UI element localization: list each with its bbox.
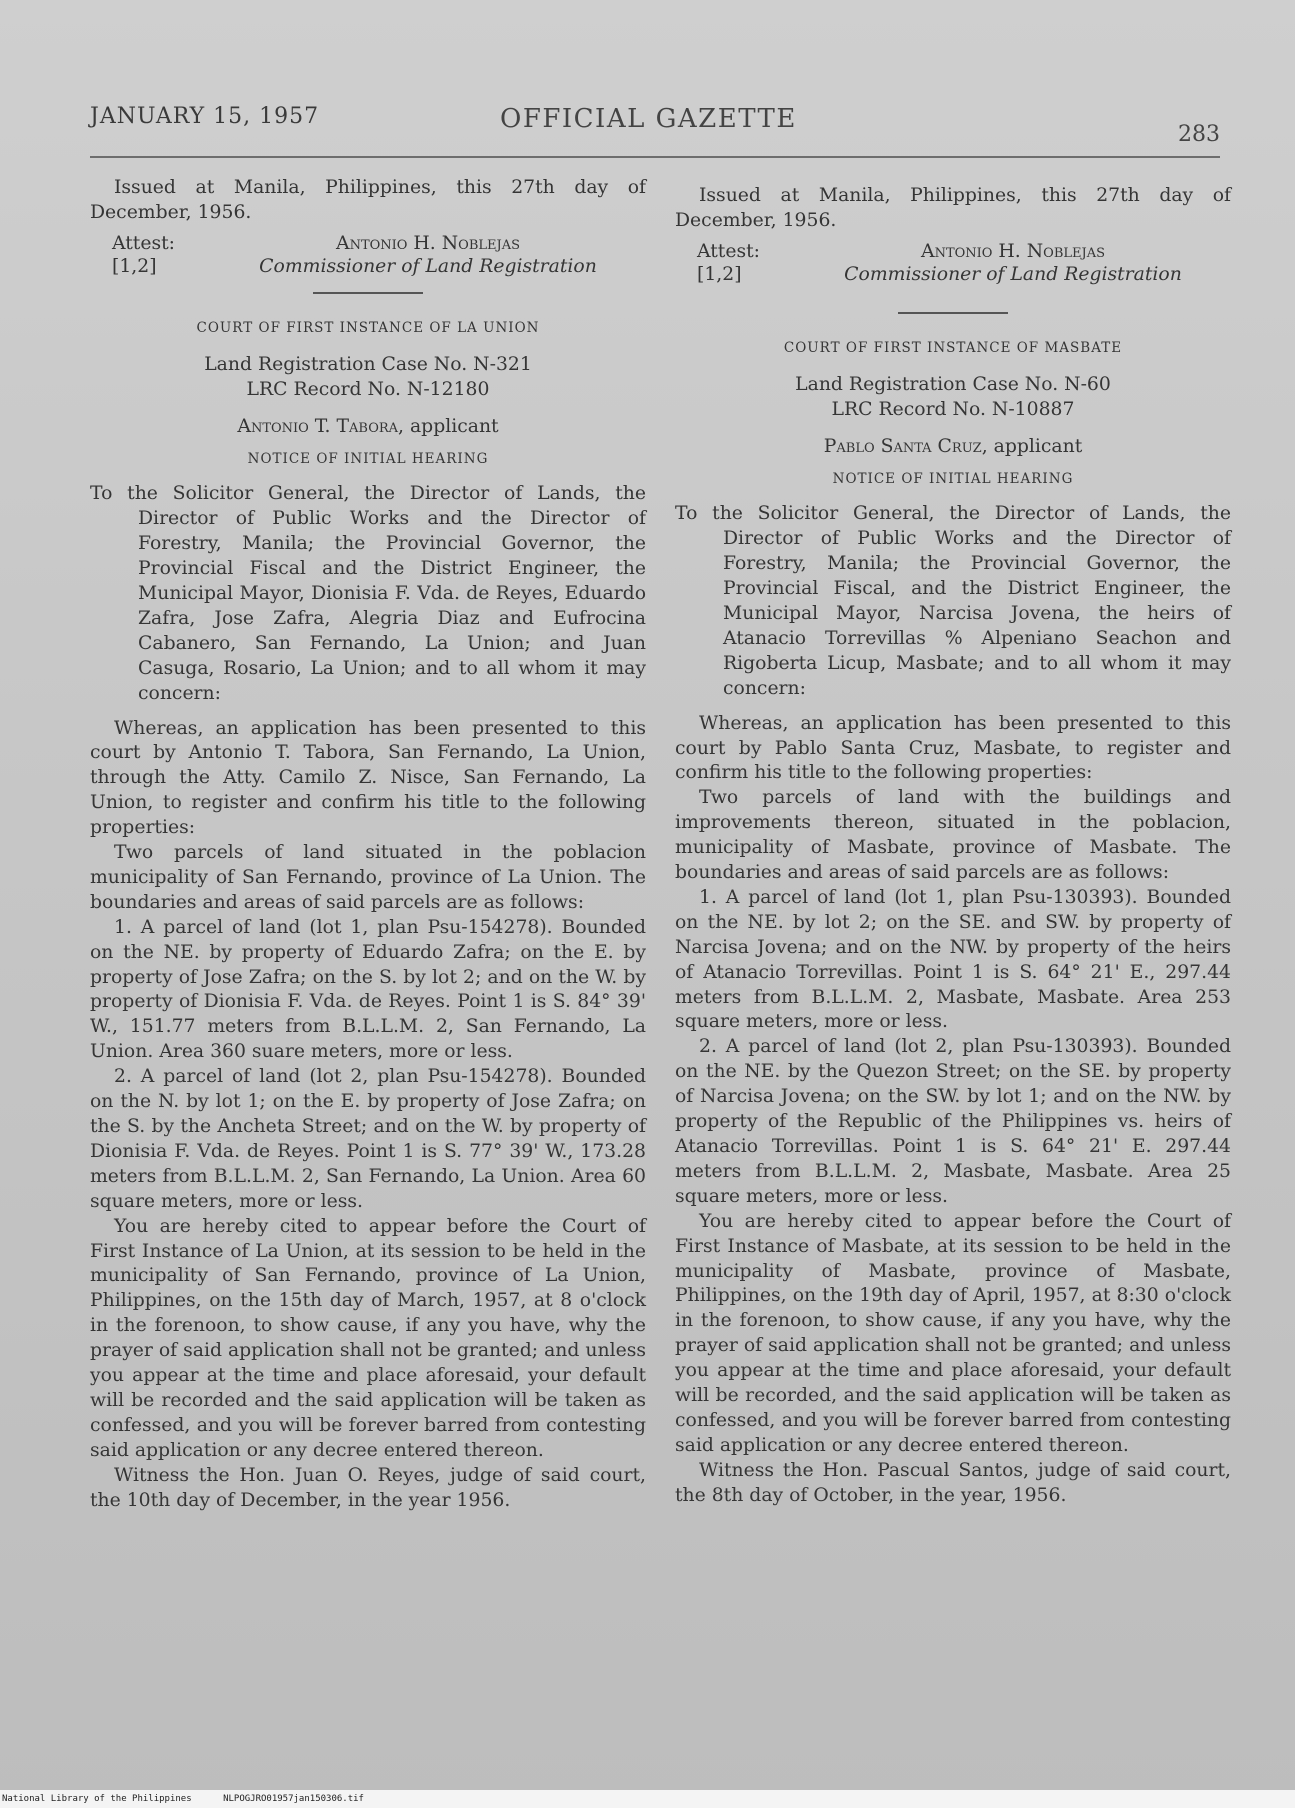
signature-block: [795, 240, 1231, 286]
applicant-line: [90, 415, 646, 440]
attest-block: [675, 240, 1231, 286]
paragraph: Two parcels of land situated in the poblacion municipality of San Fernando, province of La Union. The boundaries and areas of said parcels are as follows:: [90, 842, 646, 913]
paragraph: Two parcels of land with the buildings and improvements thereon, situated in the poblacion, municipality of Masbate, province of Masbate. The boundaries and areas of said parcels are as follows:: [675, 787, 1231, 884]
applicant-suffix: , applicant: [398, 415, 499, 437]
signer-title: Commissioner of Land Registration: [259, 255, 597, 277]
applicant-suffix: , applicant: [981, 435, 1083, 457]
attest-labels: [675, 240, 795, 286]
applicant-name: Pablo Santa Cruz: [823, 435, 982, 457]
record-number: LRC Record No. N-12180: [246, 378, 490, 400]
paragraph: 2. A parcel of land (lot 2, plan Psu-130393). Bounded on the NE. by the Quezon Street; on the SE. by property of Narcisa Jovena; on the SW. by lot 1; and on the NW. by property of the Republic of the Philippines vs. heirs of Atanacio Torrevillas. Point 1 is S. 64° 21' E. 297.44 meters from B.L.L.M. 2, Masbate, Masbate. Area 25 square meters, more or less.: [675, 1036, 1231, 1207]
paragraph: You are hereby cited to appear before the Court of First Instance of La Union, at its session to be held in the municipality of San Fernando, province of La Union, Philippines, on the 15th day of March, 1957, at 8 o'clock in the forenoon, to show cause, if any you have, why the prayer of said application shall not be granted; and unless you appear at the time and place aforesaid, your default will be recorded and the said application will be taken as confessed, and you will be forever barred from contesting said application or any decree entered thereon.: [90, 1215, 646, 1461]
library-credit: National Library of the Philippines: [2, 1794, 192, 1804]
addressees: To the Solicitor General, the Director of Lands, the Director of Public Works and the Director of Forestry, Manila; the Provincial Governor, the Provincial Fiscal, and the District Engineer, the Municipal Mayor, Narcisa Jovena, the heirs of Atanacio Torrevillas % Alpeniano Seachon and Rigoberta Licup, Masbate; and to all whom it may concern:: [675, 503, 1231, 699]
paragraph: You are hereby cited to appear before the Court of First Instance of Masbate, at its session to be held in the municipality of Masbate, province of Masbate, Philippines, on the 19th day of April, 1957, at 8:30 o'clock in the forenoon, to show cause, if any you have, why the prayer of said application shall not be granted; and unless you appear at the time and place aforesaid, your default will be recorded, and the said application will be taken as confessed, and you will be forever barred from contesting said application or any decree entered thereon.: [675, 1210, 1231, 1456]
left-column: [90, 176, 646, 1514]
court-heading: COURT OF FIRST INSTANCE OF LA UNION: [196, 319, 540, 336]
page-header: [90, 98, 1220, 158]
scan-filename: NLPOGJRO01957jan150306.tif: [223, 1794, 364, 1804]
applicant-line: [675, 435, 1231, 460]
paragraph: Whereas, an application has been presented to this court by Pablo Santa Cruz, Masbate, to register and confirm his title to the following properties:: [675, 712, 1231, 784]
attest-labels: [90, 232, 210, 278]
issued-line: Issued at Manila, Philippines, this 27th day of December, 1956.: [675, 185, 1231, 231]
attest-block: [90, 232, 646, 278]
signature-block: [210, 232, 646, 278]
issue-date: JANUARY 15, 1957: [90, 104, 320, 129]
paragraph: 1. A parcel of land (lot 1, plan Psu-130393). Bounded on the NE. by lot 2; on the SE. and SW. by property of Narcisa Jovena; and on the NW. by property of the heirs of Atanacio Torrevillas. Point 1 is S. 64° 21' E., 297.44 meters from B.L.L.M. 2, Masbate, Masbate. Area 253 square meters, more or less.: [675, 886, 1231, 1033]
scan-footer: [0, 1790, 1295, 1808]
signer-name: Antonio H. Noblejas: [336, 232, 520, 254]
addressees: To the Solicitor General, the Director of Lands, the Director of Public Works and the Director of Forestry, Manila; the Provincial Governor, the Provincial Fiscal and the District Engineer, the Municipal Mayor, Dionisia F. Vda. de Reyes, Eduardo Zafra, Jose Zafra, Alegria Diaz and Eufrocina Cabanero, San Fernando, La Union; and Juan Casuga, Rosario, La Union; and to all whom it may concern:: [90, 483, 646, 704]
notice-heading: NOTICE OF INITIAL HEARING: [832, 471, 1074, 488]
paragraph: 1. A parcel of land (lot 1, plan Psu-154278). Bounded on the NE. by property of Eduardo Zafra; on the E. by property of Jose Zafra; on the S. by lot 2; and on the W. by property of Dionisia F. Vda. de Reyes. Point 1 is S. 84° 39' W., 151.77 meters from B.L.L.M. 2, San Fernando, La Union. Area 360 suare meters, more or less.: [90, 916, 646, 1063]
publication-title: OFFICIAL GAZETTE: [500, 104, 797, 134]
signer-title: Commissioner of Land Registration: [844, 263, 1182, 285]
case-number: Land Registration Case No. N-321: [204, 353, 532, 375]
page-number: 283: [1178, 122, 1220, 147]
paragraph: 2. A parcel of land (lot 2, plan Psu-154278). Bounded on the N. by lot 1; on the E. by property of Jose Zafra; on the S. by the Ancheta Street; and on the W. by property of Dionisia F. Vda. de Reyes. Point 1 is S. 77° 39' W., 173.28 meters from B.L.L.M. 2, San Fernando, La Union. Area 60 square meters, more or less.: [90, 1066, 646, 1212]
right-column: [675, 184, 1231, 1509]
paragraph: Whereas, an application has been presented to this court by Antonio T. Tabora, San Fernando, La Union, through the Atty. Camilo Z. Nisce, San Fernando, La Union, to register and confirm his title to the following properties:: [90, 717, 646, 839]
section-divider: [898, 312, 1008, 314]
notice-heading: NOTICE OF INITIAL HEARING: [247, 451, 489, 468]
paragraph: Witness the Hon. Pascual Santos, judge of said court, the 8th day of October, in the year, 1956.: [675, 1459, 1231, 1506]
attest-label: Attest:: [697, 240, 760, 262]
section-divider: [313, 292, 423, 294]
case-number: Land Registration Case No. N-60: [795, 373, 1111, 395]
attest-ref: [1,2]: [697, 263, 742, 285]
record-number: LRC Record No. N-10887: [831, 398, 1075, 420]
signer-name: Antonio H. Noblejas: [921, 240, 1105, 262]
attest-ref: [1,2]: [112, 255, 157, 277]
header-rule: [90, 156, 1220, 158]
issued-line: Issued at Manila, Philippines, this 27th day of December, 1956.: [90, 177, 646, 223]
paragraph: Witness the Hon. Juan O. Reyes, judge of said court, the 10th day of December, in the year 1956.: [90, 1464, 646, 1511]
applicant-name: Antonio T. Tabora: [237, 415, 399, 437]
attest-label: Attest:: [112, 232, 175, 254]
court-heading: COURT OF FIRST INSTANCE OF MASBATE: [783, 339, 1123, 356]
